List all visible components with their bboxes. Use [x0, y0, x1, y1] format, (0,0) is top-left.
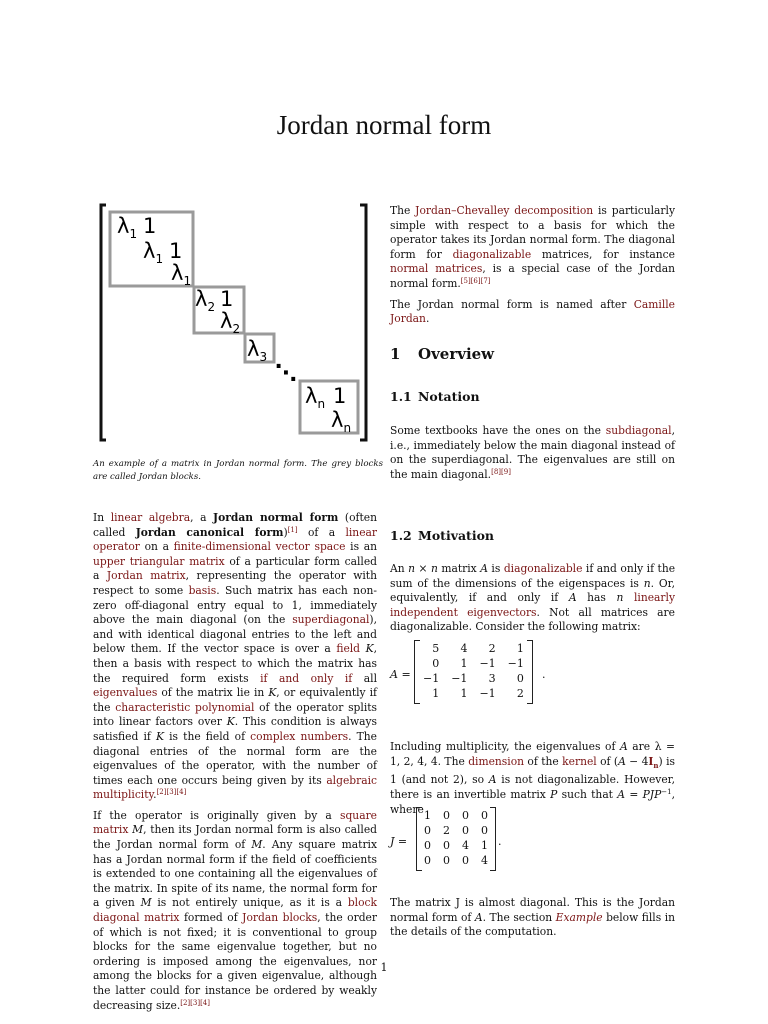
- section-notation-heading: 1.1 Notation: [390, 389, 480, 404]
- link-linear-algebra[interactable]: linear algebra: [110, 511, 191, 524]
- matrix-j-table: 1 0 0 0 0 2 0 0 0 0 4 1 0 0 0 4: [424, 809, 488, 868]
- entry-lambda2-b: $\lambda_2$: [220, 309, 241, 336]
- ref-5-6-7[interactable]: [5][6][7]: [460, 276, 491, 285]
- link-identity-matrix[interactable]: $I_n$: [648, 754, 659, 770]
- matrix-a-left-bracket: [414, 640, 420, 704]
- link-dimension[interactable]: dimension: [468, 754, 525, 768]
- entry-one-1: 1: [143, 214, 157, 238]
- matrix-j-label: J =: [390, 835, 408, 848]
- link-camille-jordan[interactable]: Camille Jordan: [390, 297, 675, 326]
- entry-one-4: 1: [333, 384, 347, 408]
- almost-diagonal-paragraph: The matrix J is almost diagonal. This is the Jordan normal form of A. The section Example below fills in the details of the computation.: [390, 896, 675, 939]
- matrix-j-left-bracket: [416, 807, 422, 871]
- link-field[interactable]: field: [336, 642, 361, 656]
- link-eigenvalues[interactable]: eigenvalues: [93, 686, 158, 700]
- matrix-j: [416, 807, 496, 871]
- page-title: Jordan normal form: [276, 110, 492, 140]
- ref-2-3-4-b[interactable]: [2][3][4]: [180, 998, 210, 1007]
- section-overview-heading: 1 Overview: [390, 345, 495, 363]
- link-algebraic-multiplicity[interactable]: algebraic multiplicity: [93, 773, 377, 802]
- right-bracket: [360, 205, 366, 440]
- link-basis[interactable]: basis: [188, 583, 217, 597]
- entry-lambda1-a: $\lambda_1$: [117, 214, 138, 241]
- motivation-paragraph: An n × n matrix A is diagonalizable if and only if the sum of the dimensions of the eigenspaces is n. Or, equivalently, if and only if A has n linearly independent eigenvectors. Not all matrices are diagonalizable. Consider the following matrix:: [390, 562, 676, 634]
- link-characteristic-polynomial[interactable]: characteristic polynomial: [115, 700, 255, 714]
- link-diagonalizable[interactable]: diagonalizable: [452, 247, 532, 261]
- entry-lambda1-c: $\lambda_1$: [171, 261, 192, 288]
- entry-one-2: 1: [169, 239, 183, 263]
- left-bracket: [101, 205, 106, 440]
- link-block-diagonal-matrix[interactable]: block diagonal matrix: [93, 896, 377, 925]
- matrix-j-right-bracket: [490, 807, 496, 871]
- left-column: [93, 511, 377, 1019]
- jordan-matrix-svg: [95, 200, 375, 445]
- chevalley-paragraph: The Jordan–Chevalley decomposition is particularly simple with respect to a basis for which the operator takes its Jordan normal form. The diagonal form for diagonalizable matrices, for instance normal matrices, is a special case of the Jordan normal form.[5][6][7]: [390, 204, 676, 290]
- figure-caption: An example of a matrix in Jordan normal form. The grey blocks are called Jordan blocks.: [93, 459, 383, 482]
- eigenvalues-paragraph: Including multiplicity, the eigenvalues of A are λ = 1, 2, 4, 4. The dimension of the kernel of $(A - 4I_n)$ is 1 (and not 2), so A is not diagonalizable. However, there is an invertible matrix P such that $A = PJP^{-1}$, where: [390, 740, 675, 816]
- entry-dots: ⋱: [275, 361, 297, 386]
- jordan-matrix-figure: [95, 200, 375, 445]
- link-jordan-blocks[interactable]: Jordan blocks: [242, 911, 318, 925]
- entry-lambdan-a: $\lambda_n$: [305, 384, 326, 411]
- link-complex-numbers[interactable]: complex numbers: [250, 729, 349, 743]
- entry-lambdan-b: $\lambda_n$: [331, 408, 352, 435]
- link-normal-matrices[interactable]: normal matrices: [390, 262, 483, 276]
- section-motivation-heading: 1.2 Motivation: [390, 528, 495, 543]
- link-upper-triangular-matrix[interactable]: upper triangular matrix: [93, 554, 225, 568]
- link-jordan-chevalley[interactable]: Jordan–Chevalley decomposition: [415, 204, 594, 217]
- named-after-paragraph: The Jordan normal form is named after Camille Jordan.: [390, 297, 675, 326]
- notation-paragraph: Some textbooks have the ones on the subdiagonal, i.e., immediately below the main diagonal instead of on the superdiagonal. The eigenvalues are still on the main diagonal.[8][9]: [390, 424, 675, 481]
- link-diagonalizable-2[interactable]: diagonalizable: [503, 562, 583, 575]
- link-example-section[interactable]: Example: [555, 910, 603, 924]
- matrix-a-table: 5 4 2 1 0 1 −1 −1 −1 −1 3 0 1 1 −1 2: [423, 642, 524, 701]
- entry-lambda3: $\lambda_3$: [247, 337, 268, 364]
- right-column: [390, 204, 675, 944]
- matrix-a-period: .: [542, 668, 546, 681]
- intro-paragraph: In linear algebra, a Jordan normal form (often called Jordan canonical form)[1] of a linear operator on a finite-dimensional vector space is an upper triangular matrix of a particular form called a Jordan matrix, representing the operator with respect to some basis. Such matrix has each non-zero off-diagonal entry equal to 1, immediately above the main diagonal (on the superdiagonal), and with identical diagonal entries to the left and below them. If the vector space is over a field K, then a basis with respect to which the matrix has the required form exists if and only if all eigenvalues of the matrix lie in K, or equivalently if the characteristic polynomial of the operator splits into linear factors over K. This condition is always satisfied if K is the field of complex numbers. The diagonal entries of the normal form are the eigenvalues of the operator, with the number of times each one occurs being given by its algebraic multiplicity.[2][3][4]: [93, 511, 378, 802]
- link-square-matrix[interactable]: square matrix: [93, 808, 377, 837]
- link-kernel[interactable]: kernel: [562, 754, 597, 768]
- link-finite-dimensional-vector-space[interactable]: finite-dimensional vector space: [173, 540, 346, 554]
- matrix-j-period: .: [498, 835, 502, 848]
- link-superdiagonal[interactable]: superdiagonal: [292, 613, 370, 627]
- matrix-a-right-bracket: [527, 640, 533, 704]
- link-linearly-independent-eigenvectors[interactable]: linearly independent eigenvectors: [390, 591, 675, 619]
- link-jordan-matrix[interactable]: Jordan matrix: [106, 569, 186, 583]
- ref-2-3-4[interactable]: [2][3][4]: [156, 788, 187, 797]
- ref-1[interactable]: [1]: [287, 525, 298, 534]
- entry-lambda2-a: $\lambda_2$: [195, 287, 216, 314]
- matrix-a-label: A =: [390, 668, 411, 681]
- second-paragraph: If the operator is originally given by a square matrix M, then its Jordan normal form is also called the Jordan normal form of M. Any square matrix has a Jordan normal form if the field of coefficients is extended to one containing all the eigenvalues of the matrix. In spite of its name, the normal form for a given M is not entirely unique, as it is a block diagonal matrix formed of Jordan blocks, the order of which is not fixed; it is conventional to group blocks for the same eigenvalue together, but no ordering is imposed among the eigenvalues, nor among the blocks for a given eigenvalue, although the latter could for instance be ordered by weakly decreasing size.[2][3][4]: [93, 808, 377, 1012]
- entry-lambda1-b: $\lambda_1$: [143, 239, 164, 266]
- link-linear-operator[interactable]: linear operator: [93, 525, 377, 554]
- entry-one-3: 1: [220, 287, 234, 311]
- matrix-a: [414, 640, 533, 704]
- link-subdiagonal[interactable]: subdiagonal: [605, 424, 672, 437]
- ref-8-9[interactable]: [8][9]: [491, 467, 511, 476]
- page-number: 1: [380, 961, 388, 974]
- link-if-and-only-if[interactable]: if and only if: [260, 671, 353, 685]
